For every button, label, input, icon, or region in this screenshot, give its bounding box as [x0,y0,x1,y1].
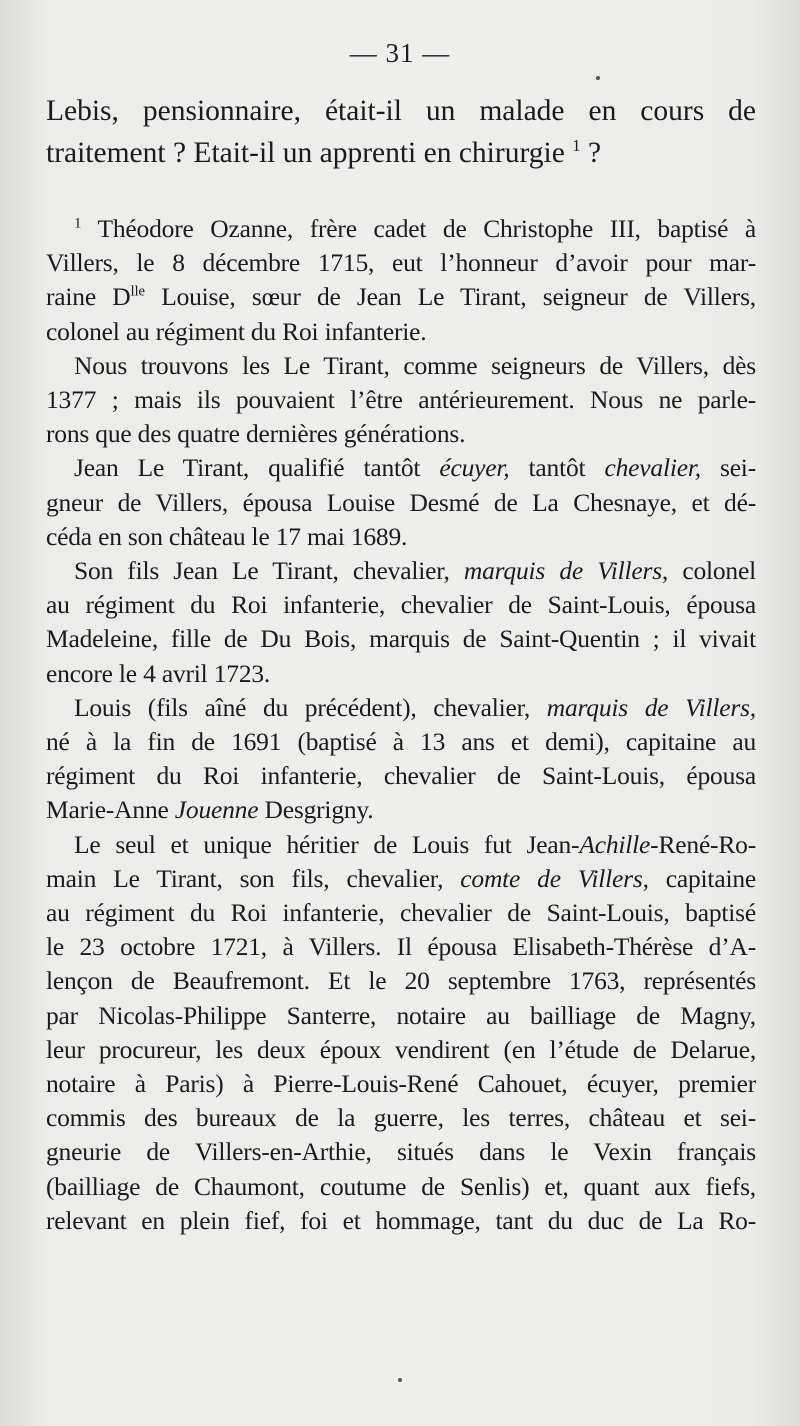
footnote-line [46,1033,756,1067]
footnote-line [46,1101,756,1135]
footnote-block [46,212,756,1238]
footnote-line [46,896,756,930]
lead-line-1: Lebis, pensionnaire, était-il un malade en cours de [46,95,756,127]
line-text: Villers, le 8 décembre 1715, eut l’honneur d’avoir pour mar- [46,248,756,278]
footnote-line [46,759,756,793]
footnote-line [46,349,756,383]
line-text: commis des bureaux de la guerre, les terres, château et sei- [46,1103,756,1133]
page-number: — 31 — [349,38,451,68]
line-text: leur procureur, les deux époux vendirent (en l’étude de Delarue, [46,1034,756,1064]
footnote-line [46,1135,756,1169]
line-text: main Le Tirant, son fils, chevalier, [46,863,461,893]
italic-text: Jouenne [174,795,259,825]
line-text: raine D [46,282,131,312]
line-text: relevant en plein fief, foi et hommage, tant du duc de La Ro- [46,1205,756,1235]
line-text: encore le 4 avril 1723. [46,658,271,688]
footnote-line [46,1170,756,1204]
line-text: Louis (fils aîné du précédent), chevalier, [74,692,547,722]
line-text: céda en son château le 17 mai 1689. [46,521,408,551]
footnote-line [46,451,756,485]
footnote-line [46,657,756,691]
footnote-line [46,622,756,656]
footnote-line [46,417,756,451]
footnote-line [46,828,756,862]
footnote-line [46,1204,756,1238]
line-text: capitaine [648,863,756,893]
line-text: notaire à Paris) à Pierre-Louis-René Cahouet, écuyer, premier [46,1069,756,1099]
footnote-line [46,1067,756,1101]
footnote-line [46,691,756,725]
line-text: rons que des quatre dernières générations. [46,419,466,449]
line-text: Marie-Anne [46,795,175,825]
footnote-marker: 1 [74,215,82,232]
line-text: né à la fin de 1691 (baptisé à 13 ans et demi), capitaine au [46,727,756,757]
line-text: sei- [700,453,756,483]
line-text: régiment du Roi infanterie, chevalier de Saint-Louis, épousa [46,761,756,791]
line-text: Le seul et unique héritier de Louis fut Jean- [74,829,580,859]
line-text: lençon de Beaufremont. Et le 20 septembre 1763, représentés [46,966,756,996]
paper-speck [398,1378,402,1382]
italic-text: écuyer, [439,453,510,483]
footnote-line [46,383,756,417]
superscript-text: lle [130,283,145,300]
footnote-line [46,725,756,759]
footnote-line [46,554,756,588]
line-text: le 23 octobre 1721, à Villers. Il épousa Elisabeth-Thérèse d’A- [46,932,756,962]
footnote-reference: 1 [572,136,581,156]
italic-text: marquis de Villers, [463,556,669,586]
line-text: Son fils Jean Le Tirant, chevalier, [74,556,464,586]
italic-text: Achille [579,829,651,859]
line-text: au régiment du Roi infanterie, chevalier de Saint-Louis, baptisé [46,898,756,928]
footnote-line [46,964,756,998]
lead-line-2 [46,132,756,174]
line-text: Madeleine, fille de Du Bois, marquis de Saint-Quentin ; il vivait [46,624,756,654]
line-text: Jean Le Tirant, qualifié tantôt [74,453,440,483]
line-text: Théodore Ozanne, frère cadet de Christophe III, baptisé à [97,214,756,243]
footnote-line [46,588,756,622]
footnote-line [46,315,756,349]
footnote-line [46,862,756,896]
line-text: gneur de Villers, épousa Louise Desmé de La Chesnaye, et dé- [46,487,756,517]
line-text: colonel [668,556,756,586]
footnote-line [46,520,756,554]
line-text: Louise, sœur de Jean Le Tirant, seigneur de Villers, [144,282,756,312]
line-text: Desgrigny. [258,795,374,825]
line-text: au régiment du Roi infanterie, chevalier de Saint-Louis, épousa [46,590,756,620]
line-text: -René-Ro- [650,829,756,859]
line-text: par Nicolas-Philippe Santerre, notaire au bailliage de Magny, [46,1000,756,1030]
footnote-line [46,486,756,520]
line-text: tantôt [509,453,605,483]
continued-paragraph [46,90,756,174]
italic-text: comte de Villers, [460,863,649,893]
lead-line-2-text: traitement ? Etait-il un apprenti en chirurgie [46,137,565,169]
footnote-line [46,930,756,964]
footnote-line [46,793,756,827]
footnote-line [46,212,756,246]
footnote-line [46,246,756,280]
line-text: colonel au régiment du Roi infanterie. [46,316,427,346]
line-text: Nous trouvons les Le Tirant, comme seigneurs de Villers, dès [74,350,756,380]
line-text: 1377 ; mais ils pouvaient l’être antérieurement. Nous ne parle- [46,385,756,415]
line-text: gneurie de Villers-en-Arthie, situés dans le Vexin français [46,1137,756,1167]
footnote-line [46,280,756,314]
italic-text: marquis de Villers, [546,692,756,722]
line-text: (bailliage de Chaumont, coutume de Senlis) et, quant aux fiefs, [46,1171,756,1201]
footnote-line [46,999,756,1033]
lead-line-2-end: ? [580,137,602,169]
italic-text: chevalier, [604,453,701,483]
paper-speck [596,76,600,80]
